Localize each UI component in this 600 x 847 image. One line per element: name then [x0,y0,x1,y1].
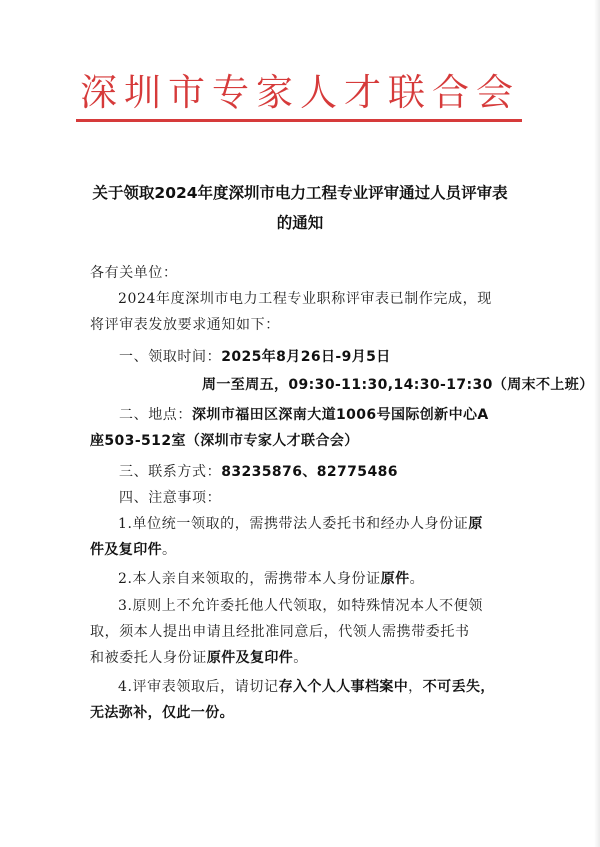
note-item3-bold: 原件及复印件 [206,650,294,666]
section-contact-label: 三、联系方式： [119,464,222,480]
note-item2-text: 2.本人亲自来领取的，需携带本人身份证 [118,571,381,587]
note-item3-text: 和被委托人身份证 [90,650,207,666]
notice-title [0,178,600,238]
note-item2 [118,569,424,589]
note-item1-bold-b: 件及复印件 [90,542,162,558]
note-item4-bold-b: 不可丢失， [422,679,495,695]
section-notes-label: 四、注意事项： [119,490,222,506]
note-item2-end: 。 [409,571,425,587]
section-contact [119,462,398,482]
note-item4-line1 [118,677,495,697]
intro-line2: 将评审表发放要求通知如下： [90,317,280,333]
letterhead-organization: 深圳市专家人才联合会 [80,71,520,114]
section-location-address-line2: 座503-512室（深圳市专家人才联合会） [90,433,359,449]
section-time [119,347,391,367]
notice-title-line2: 的通知 [276,214,324,232]
note-item3-line2: 取，须本人提出申请且经批准同意后，代领人需携带委托书 [90,624,470,640]
intro-line1: 2024年度深圳市电力工程专业职称评审表已制作完成，现 [118,291,492,307]
note-item3-end: 。 [293,650,308,666]
section-location-label: 二、地点： [119,407,192,423]
section-contact-phones: 83235876、82775486 [221,464,398,480]
note-item1-bold-a: 原 [468,516,483,532]
section-time-label: 一、领取时间： [119,349,222,365]
note-item4-bold-a: 存入个人人事档案中 [278,679,409,695]
note-item4-line2: 无法弥补，仅此一份。 [90,705,234,721]
section-location [119,405,489,425]
note-item1-line2 [90,540,177,560]
note-item4-mid: ， [408,679,423,695]
notice-title-line1: 关于领取2024年度深圳市电力工程专业评审通过人员评审表 [92,184,508,202]
letterhead-red-rule [76,119,522,122]
note-item1-line1 [118,514,483,534]
note-item3-line1: 3.原则上不允许委托他人代领取，如特殊情况本人不便领 [118,598,483,614]
section-time-hours: 周一至周五，09:30-11:30,14:30-17:30（周末不上班） [202,377,594,393]
note-item4-text: 4.评审表领取后，请切记 [118,679,279,695]
note-item2-bold: 原件 [380,571,410,587]
scan-edge-shadow [594,0,600,847]
note-item3-line3 [90,648,308,668]
section-time-dates: 2025年8月26日-9月5日 [221,349,391,365]
section-location-address-line1: 深圳市福田区深南大道1006号国际创新中心A [192,407,489,423]
salutation: 各有关单位： [90,265,178,281]
note-item1-end: 。 [162,542,177,558]
note-item1-text: 1.单位统一领取的，需携带法人委托书和经办人身份证 [118,516,469,532]
